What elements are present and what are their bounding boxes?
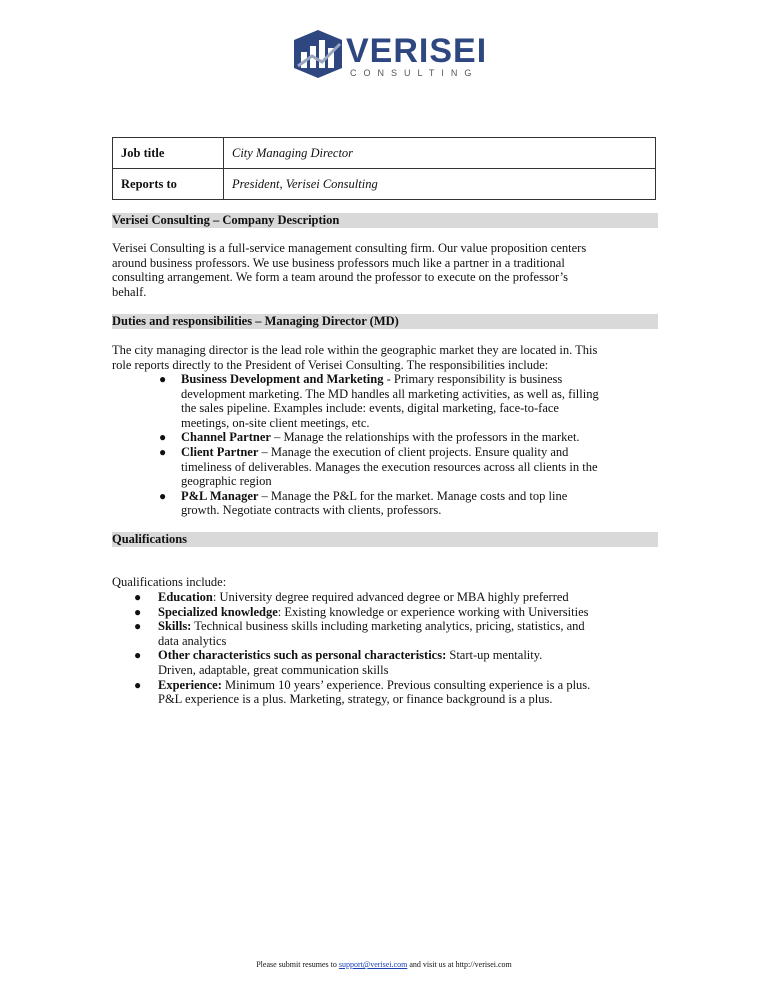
text-line: timeliness of deliverables. Manages the execution resources across all clients in the	[181, 459, 598, 474]
text-line: Start-up mentality.	[449, 648, 543, 663]
reports-to-label: Reports to	[113, 169, 224, 200]
text-line: development marketing. The MD handles all marketing activities, as well as, filling	[181, 386, 599, 401]
logo-wordmark: VERISEI	[346, 32, 488, 70]
text-line: the sales pipeline. Examples include: events, digital marketing, face-to-face	[181, 401, 559, 416]
bullet-icon: ●	[134, 604, 142, 619]
text-line: meetings, on-site client meetings, etc.	[181, 415, 370, 430]
list-item	[134, 604, 658, 620]
list-item	[134, 590, 658, 605]
bullet-icon: ●	[159, 430, 167, 445]
list-item	[159, 430, 661, 445]
job-title-value: City Managing Director	[224, 138, 656, 169]
item-term: Channel Partner	[181, 430, 271, 445]
bullet-icon: ●	[134, 590, 142, 604]
item-term: Experience:	[158, 677, 222, 692]
item-term: Business Development and Marketing	[181, 372, 384, 386]
item-sep: :	[212, 590, 220, 604]
text-line: Manage the relationships with the professors in the market.	[283, 430, 580, 445]
text-line: data analytics	[158, 633, 227, 648]
text-line: Minimum 10 years’ experience. Previous consulting experience is a plus.	[225, 677, 591, 692]
bullet-icon: ●	[134, 619, 142, 634]
bullet-icon: ●	[134, 648, 142, 663]
item-term: Client Partner	[181, 444, 259, 459]
list-item	[134, 677, 658, 707]
list-item	[159, 444, 661, 489]
reports-to-value: President, Verisei Consulting	[224, 169, 656, 200]
table-row	[113, 138, 656, 169]
text-line: Technical business skills including marketing analytics, pricing, statistics, and	[194, 619, 585, 634]
duties-list	[159, 372, 661, 518]
qualifications-heading: Qualifications	[112, 532, 658, 547]
item-sep: –	[258, 444, 271, 459]
text-line: consulting arrangement. We form a team around the professor to execute on the professor’s	[112, 270, 569, 285]
table-row	[113, 169, 656, 200]
item-sep: :	[277, 604, 285, 619]
text-line: Manage the execution of client projects. Ensure quality and	[270, 444, 569, 459]
item-term: Education	[158, 590, 213, 604]
text-line: Manage the P&L for the market. Manage costs and top line	[270, 488, 568, 503]
text-line: Primary responsibility is business	[393, 372, 563, 386]
duties-heading: Duties and responsibilities – Managing Director (MD)	[112, 314, 658, 329]
bullet-icon: ●	[159, 444, 167, 459]
list-item	[134, 648, 658, 677]
text-line: Verisei Consulting is a full-service management consulting firm. Our value proposition centers	[112, 241, 587, 255]
company-heading: Verisei Consulting – Company Description	[112, 213, 658, 228]
list-item	[159, 488, 661, 518]
list-item	[134, 619, 658, 648]
item-sep: –	[270, 430, 284, 445]
item-term: Skills:	[158, 619, 192, 634]
item-term: Other characteristics such as personal characteristics:	[158, 648, 447, 663]
verisei-logo	[290, 26, 488, 86]
page-footer	[0, 960, 768, 969]
support-email-link[interactable]: support@verisei.com	[338, 960, 408, 969]
bullet-icon: ●	[159, 372, 167, 386]
logo-subtitle: CONSULTING	[350, 68, 479, 78]
bullet-icon: ●	[134, 677, 142, 692]
item-sep: -	[383, 372, 394, 386]
qualifications-list	[134, 590, 658, 707]
logo-mark-icon	[290, 26, 346, 82]
job-info-table	[112, 137, 656, 200]
qualifications-intro: Qualifications include:	[112, 575, 227, 589]
text-line: University degree required advanced degree or MBA highly preferred	[219, 590, 569, 604]
item-sep: –	[258, 488, 271, 503]
footer-text-before: Please submit resumes to	[256, 960, 339, 969]
job-title-label: Job title	[113, 138, 224, 169]
bullet-icon: ●	[159, 488, 167, 503]
duties-intro	[112, 343, 658, 372]
text-line: geographic region	[181, 474, 272, 489]
text-line: role reports directly to the President of Verisei Consulting. The responsibilities include:	[112, 357, 549, 372]
list-item	[159, 372, 661, 430]
footer-text-after: and visit us at http://verisei.com	[407, 960, 512, 969]
text-line: Existing knowledge or experience working with Universities	[284, 604, 589, 619]
text-line: behalf.	[112, 284, 147, 299]
item-term: P&L Manager	[181, 488, 259, 503]
text-line: P&L experience is a plus. Marketing, strategy, or finance background is a plus.	[158, 692, 553, 707]
text-line: around business professors. We use business professors much like a partner in a traditional	[112, 255, 565, 270]
item-term: Specialized knowledge	[158, 604, 278, 619]
text-line: The city managing director is the lead role within the geographic market they are located in. This	[112, 343, 598, 357]
text-line: Driven, adaptable, great communication skills	[158, 662, 389, 677]
company-description	[112, 241, 658, 299]
text-line: growth. Negotiate contracts with clients, professors.	[181, 503, 442, 518]
